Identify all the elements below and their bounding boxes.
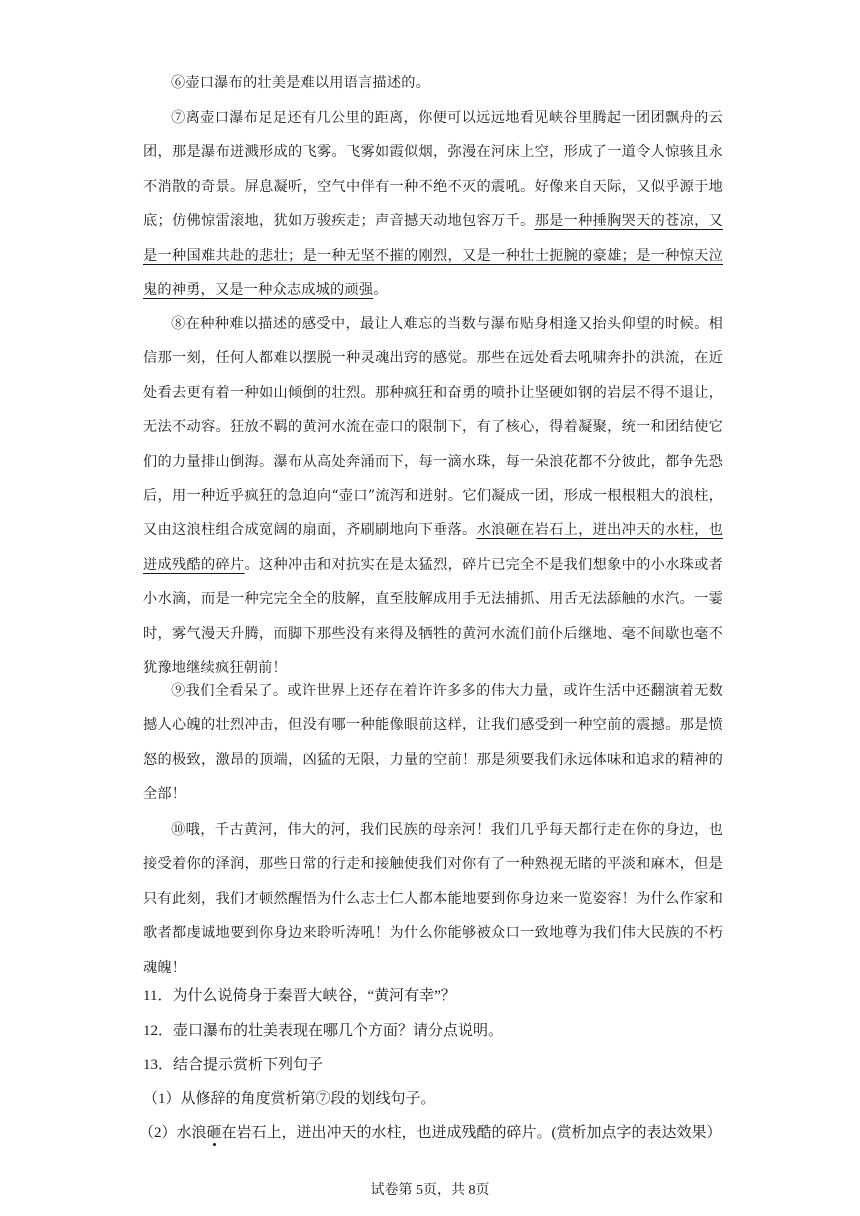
question-13-part-2 bbox=[139, 1122, 739, 1144]
underlined-sentence-p7: 那是一种捶胸哭天的苍凉，又是一种国难共赴的悲壮；是一种无坚不摧的刚烈，又是一种壮士扼腕的豪雄；是一种惊天泣鬼的神勇，又是一种众志成城的顽强 bbox=[143, 213, 723, 299]
paragraph-9-text: ⑨我们全看呆了。或许世界上还存在着许许多多的伟大力量，或许生活中还翻演着无数撼人心魄的壮烈冲击，但没有哪一种能像眼前这样，让我们感受到一种空前的震撼。那是愤怒的极致，激昂的顶端，凶猛的无限，力量的空前！那是须要我们永远体味和追求的精神的全部！ bbox=[143, 683, 723, 803]
underlined-sentence-p8: 水浪砸在岩石上，迸出冲天的水柱，也迸成残酷的碎片 bbox=[143, 522, 723, 573]
paragraph-8 bbox=[143, 307, 723, 685]
dotted-character: 砸 bbox=[206, 1125, 222, 1141]
question-13-part-1: （1）从修辞的角度赏析第⑦段的划线句子。 bbox=[143, 1091, 436, 1107]
paragraph-10-text: ⑩哦，千古黄河，伟大的河，我们民族的母亲河！我们几乎每天都行走在你的身边，也接受着你的泽润，那些日常的行走和接触使我们对你有了一种熟视无睹的平淡和麻木，但是只有此刻，我们才顿然醒悟为什么志士仁人都本能地要到你身边来一览姿容！为什么作家和歌者都虔诚地要到你身边来聆听涛吼！为什么你能够被众口一致地尊为我们伟大民族的不朽魂魄！ bbox=[143, 822, 723, 976]
question-13-part-2-rest: 在岩石上，迸出冲天的水柱，也迸成残酷的碎片。(赏析加点字的表达效果） bbox=[221, 1125, 722, 1141]
question-13-part-2-prefix: （2）水浪 bbox=[139, 1125, 207, 1141]
paragraph-7-end: 。 bbox=[373, 282, 388, 299]
paragraph-6-text: ⑥壶口瀑布的壮美是难以用语言描述的。 bbox=[171, 75, 430, 91]
paragraph-7-text: ⑦离壶口瀑布足足还有几公里的距离，你便可以远远地看见峡谷里腾起一团团飘舟的云团，那是瀑布迸溅形成的飞雾。飞雾如霞似烟，弥漫在河床上空，形成了一道令人惊骇且永不消散的奇景。屏息凝听，空气中伴有一种不绝不灭的震吼。好像来自天际，又似乎源于地底；仿佛惊雷滚地，犹如万骏疾走；声音撼天动地包容万千。 bbox=[143, 110, 723, 230]
question-13: 13．结合提示赏析下列句子 bbox=[143, 1057, 324, 1073]
paragraph-6 bbox=[143, 66, 723, 100]
paragraph-7 bbox=[143, 101, 723, 307]
paragraph-8-text-end: 。这种冲击和对抗实在是太猛烈，碎片已完全不是我们想象中的小水珠或者小水滴，而是一种完完全全的肢解，直至肢解成用手无法捕抓、用舌无法舔触的水汽。一霎时，雾气漫天升腾，而脚下那些没有来得及牺牲的黄河水流们前仆后继地、毫不间歇也毫不犹豫地继续疯狂朝前！ bbox=[143, 556, 724, 677]
paragraph-8-text: ⑧在种种难以描述的感受中，最让人难忘的当数与瀑布贴身相逢又抬头仰望的时候。相信那一刻，任何人都难以摆脱一种灵魂出窍的感觉。那些在远处看去吼啸奔扑的洪流，在近处看去更有着一种如山倾倒的壮烈。那种疯狂和奋勇的喷扑让坚硬如钢的岩层不得不退让，无法不动容。狂放不羁的黄河水流在壶口的限制下，有了核心，得着凝聚，统一和团结使它们的力量排山倒海。瀑布从高处奔涌而下，每一滴水珠，每一朵浪花都不分彼此，都争先恐后，用一种近乎疯狂的急迫向“壶口”流泻和迸射。它们凝成一团，形成一根根粗大的浪柱，又由这浪柱组合成宽阔的扇面，齐刷刷地向下垂落。 bbox=[143, 316, 723, 539]
question-11: 11．为什么说倚身于秦晋大峡谷，“黄河有幸”？ bbox=[143, 988, 456, 1004]
paragraph-10 bbox=[143, 813, 723, 985]
paragraph-9 bbox=[143, 674, 723, 812]
question-12: 12．壶口瀑布的壮美表现在哪几个方面？请分点说明。 bbox=[143, 1023, 504, 1039]
page-footer: 试卷第 5页，共 8页 bbox=[370, 1183, 490, 1198]
